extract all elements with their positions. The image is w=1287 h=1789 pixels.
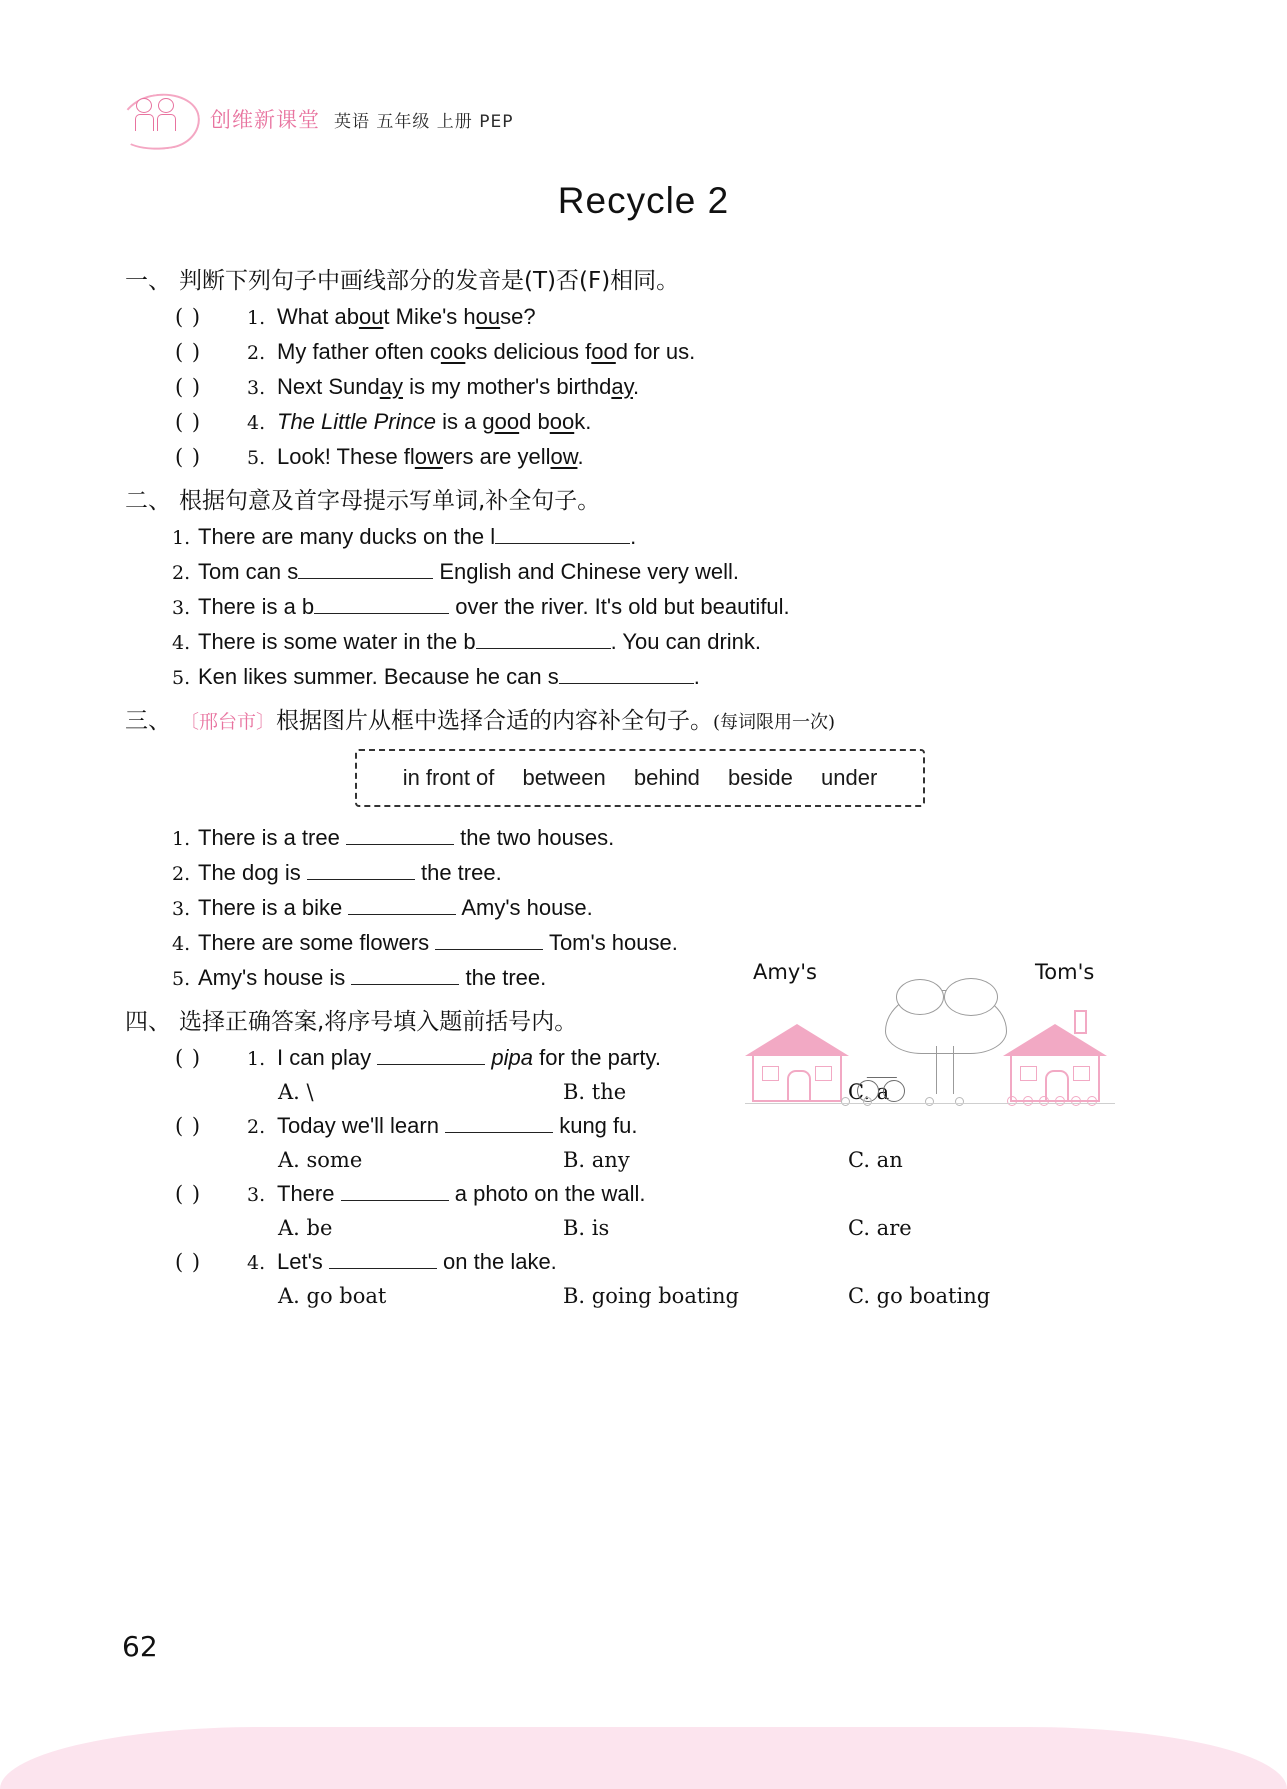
word-bank (355, 749, 925, 807)
page-number: 62 (122, 1630, 158, 1663)
option-b[interactable]: B. going boating (563, 1284, 739, 1308)
choice-options (0, 1148, 1287, 1172)
section-one (0, 262, 1287, 470)
answer-blank[interactable] (346, 844, 454, 845)
section-one-heading (0, 262, 1287, 295)
fill-item (0, 664, 1287, 690)
answer-blank[interactable] (314, 613, 449, 614)
exercise-content (0, 250, 1287, 1314)
item-text: I can play pipa for the party. (277, 1045, 661, 1070)
section-two-title: 根据句意及首字母提示写单词,补全句子。 (179, 488, 601, 514)
section-three-number: 三、 (125, 708, 171, 734)
section-three-heading (0, 702, 1287, 735)
footer-decoration (0, 1727, 1287, 1789)
item-prefix: Ken likes summer. Because he can s (198, 664, 559, 689)
section-two-heading (0, 482, 1287, 515)
answer-blank[interactable] (377, 1064, 485, 1065)
item-text: Look! These flowers are yellow. (277, 444, 584, 469)
item-text (277, 1249, 557, 1275)
option-c[interactable]: C. an (848, 1148, 903, 1172)
answer-bracket[interactable]: ( ) (175, 375, 202, 399)
item-number: 1. (247, 307, 266, 329)
choice-item (0, 1181, 1287, 1207)
item-number: 2. (247, 1116, 266, 1138)
option-a[interactable]: A. go boat (278, 1284, 387, 1308)
answer-blank[interactable] (348, 914, 456, 915)
item-text: Next Sunday is my mother's birthday. (277, 374, 640, 399)
section-three (0, 702, 1287, 991)
answer-bracket[interactable]: ( ) (175, 1114, 202, 1138)
region-tag: 〔邢台市〕 (180, 711, 276, 733)
option-b[interactable]: B. the (563, 1080, 627, 1104)
item-prefix: There (277, 1181, 335, 1206)
section-three-title: 根据图片从框中选择合适的内容补全句子。 (276, 708, 714, 734)
item-number: 3. (172, 898, 191, 920)
question-item (0, 374, 1287, 400)
item-prefix: There are many ducks on the l (198, 524, 496, 549)
item-number: 1. (247, 1048, 266, 1070)
answer-bracket[interactable]: ( ) (175, 1046, 202, 1070)
two-kids-logo-icon (118, 88, 196, 150)
option-c[interactable]: C. a (848, 1080, 890, 1104)
item-italic-word: pipa (491, 1045, 534, 1070)
item-prefix: The dog is (198, 860, 301, 885)
item-suffix: over the river. It's old but beautiful. (449, 594, 790, 619)
word-bank-item[interactable]: behind (633, 765, 700, 790)
answer-blank[interactable] (351, 984, 459, 985)
page-title: Recycle 2 (557, 180, 730, 221)
item-number: 1. (172, 527, 191, 549)
item-text (198, 629, 761, 655)
item-text (198, 860, 502, 886)
item-text (198, 930, 678, 956)
word-bank-item[interactable]: in front of (402, 765, 495, 790)
word-bank-item[interactable]: between (522, 765, 606, 790)
choice-item (0, 1113, 1287, 1139)
item-prefix: I can play (277, 1045, 372, 1070)
item-prefix: There is a bike (198, 895, 343, 920)
tom-house-label: Tom's (1035, 960, 1095, 984)
item-suffix: the two houses. (460, 825, 615, 850)
fill-item (0, 629, 1287, 655)
answer-blank[interactable] (435, 949, 543, 950)
item-number: 4. (247, 412, 266, 434)
amy-house-label: Amy's (753, 960, 817, 984)
answer-blank[interactable] (298, 578, 433, 579)
page-header (118, 88, 513, 150)
question-item (0, 444, 1287, 470)
item-suffix: . (693, 664, 700, 689)
option-c[interactable]: C. are (848, 1216, 912, 1240)
item-text (198, 965, 546, 991)
item-suffix: Tom's house. (548, 930, 678, 955)
item-text: My father often cooks delicious food for us. (277, 339, 696, 364)
section-four-title: 选择正确答案,将序号填入题前括号内。 (179, 1009, 578, 1035)
item-suffix: the tree. (465, 965, 547, 990)
fill-item (0, 524, 1287, 550)
item-number: 1. (172, 828, 191, 850)
answer-bracket[interactable]: ( ) (175, 340, 202, 364)
book-subject: 英语 五年级 上册 PEP (334, 111, 514, 132)
item-prefix: There are some flowers (198, 930, 430, 955)
house-icon (745, 1024, 849, 1102)
item-number: 4. (172, 632, 191, 654)
section-three-note: (每词限用一次) (713, 712, 836, 733)
item-suffix: English and Chinese very well. (433, 559, 739, 584)
section-one-number: 一、 (125, 268, 171, 294)
item-number: 5. (172, 968, 191, 990)
item-text (198, 825, 614, 851)
item-text (198, 594, 790, 620)
item-number: 4. (247, 1252, 266, 1274)
item-number: 3. (247, 1184, 266, 1206)
item-prefix: Today we'll learn (277, 1113, 439, 1138)
word-bank-item[interactable]: beside (728, 765, 793, 790)
answer-blank[interactable] (476, 648, 611, 649)
choice-options (0, 1284, 1287, 1308)
item-number: 3. (247, 377, 266, 399)
choice-options (0, 1216, 1287, 1240)
section-four-number: 四、 (125, 1009, 171, 1035)
item-suffix: kung fu. (559, 1113, 638, 1138)
option-a[interactable]: A. some (278, 1148, 363, 1172)
answer-blank[interactable] (341, 1200, 449, 1201)
fill-item (0, 860, 1287, 886)
item-text (198, 664, 700, 690)
item-text (198, 559, 739, 585)
option-c[interactable]: C. go boating (848, 1284, 991, 1308)
answer-blank[interactable] (559, 683, 694, 684)
word-bank-item[interactable]: under (821, 765, 878, 790)
answer-blank[interactable] (495, 543, 630, 544)
option-b[interactable]: B. any (563, 1148, 630, 1172)
answer-blank[interactable] (329, 1268, 437, 1269)
item-text (198, 524, 636, 550)
item-prefix: There is a tree (198, 825, 340, 850)
houses-illustration (745, 960, 1115, 1110)
item-number: 3. (172, 597, 191, 619)
answer-blank[interactable] (445, 1132, 553, 1133)
answer-bracket[interactable]: ( ) (175, 1182, 202, 1206)
item-text (277, 1113, 637, 1139)
fill-item (0, 930, 1287, 956)
answer-bracket[interactable]: ( ) (175, 445, 202, 469)
question-item (0, 339, 1287, 365)
fill-item (0, 895, 1287, 921)
item-text: What about Mike's house? (277, 304, 536, 329)
item-text (198, 895, 593, 921)
item-prefix: Tom can s (198, 559, 299, 584)
item-suffix: a photo on the wall. (454, 1181, 646, 1206)
item-prefix: Let's (277, 1249, 323, 1274)
item-suffix: the tree. (420, 860, 502, 885)
item-number: 2. (172, 562, 191, 584)
brand-name: 创维新课堂 (210, 108, 320, 132)
option-b[interactable]: B. is (563, 1216, 610, 1240)
item-suffix: . (630, 524, 637, 549)
item-number: 4. (172, 933, 191, 955)
item-suffix: . You can drink. (610, 629, 762, 654)
item-prefix: Amy's house is (198, 965, 346, 990)
section-two (0, 482, 1287, 690)
answer-bracket[interactable]: ( ) (175, 1250, 202, 1274)
question-item (0, 409, 1287, 435)
item-number: 2. (247, 342, 266, 364)
answer-bracket[interactable]: ( ) (175, 410, 202, 434)
section-one-title: 判断下列句子中画线部分的发音是(T)否(F)相同。 (179, 268, 680, 294)
fill-item (0, 825, 1287, 851)
item-text: The Little Prince is a good book. (277, 409, 592, 434)
answer-blank[interactable] (307, 879, 415, 880)
choice-item (0, 1249, 1287, 1275)
section-two-number: 二、 (125, 488, 171, 514)
item-number: 5. (247, 447, 266, 469)
option-a[interactable]: A. \ (278, 1080, 314, 1104)
item-text (277, 1181, 646, 1207)
ground-line (745, 1103, 1115, 1104)
fill-item (0, 559, 1287, 585)
item-number: 5. (172, 667, 191, 689)
question-item (0, 304, 1287, 330)
fill-item (0, 594, 1287, 620)
item-number: 2. (172, 863, 191, 885)
option-a[interactable]: A. be (278, 1216, 333, 1240)
item-suffix: Amy's house. (461, 895, 593, 920)
item-prefix: There is some water in the b (198, 629, 476, 654)
item-prefix: There is a b (198, 594, 315, 619)
answer-bracket[interactable]: ( ) (175, 305, 202, 329)
item-suffix: on the lake. (443, 1249, 557, 1274)
